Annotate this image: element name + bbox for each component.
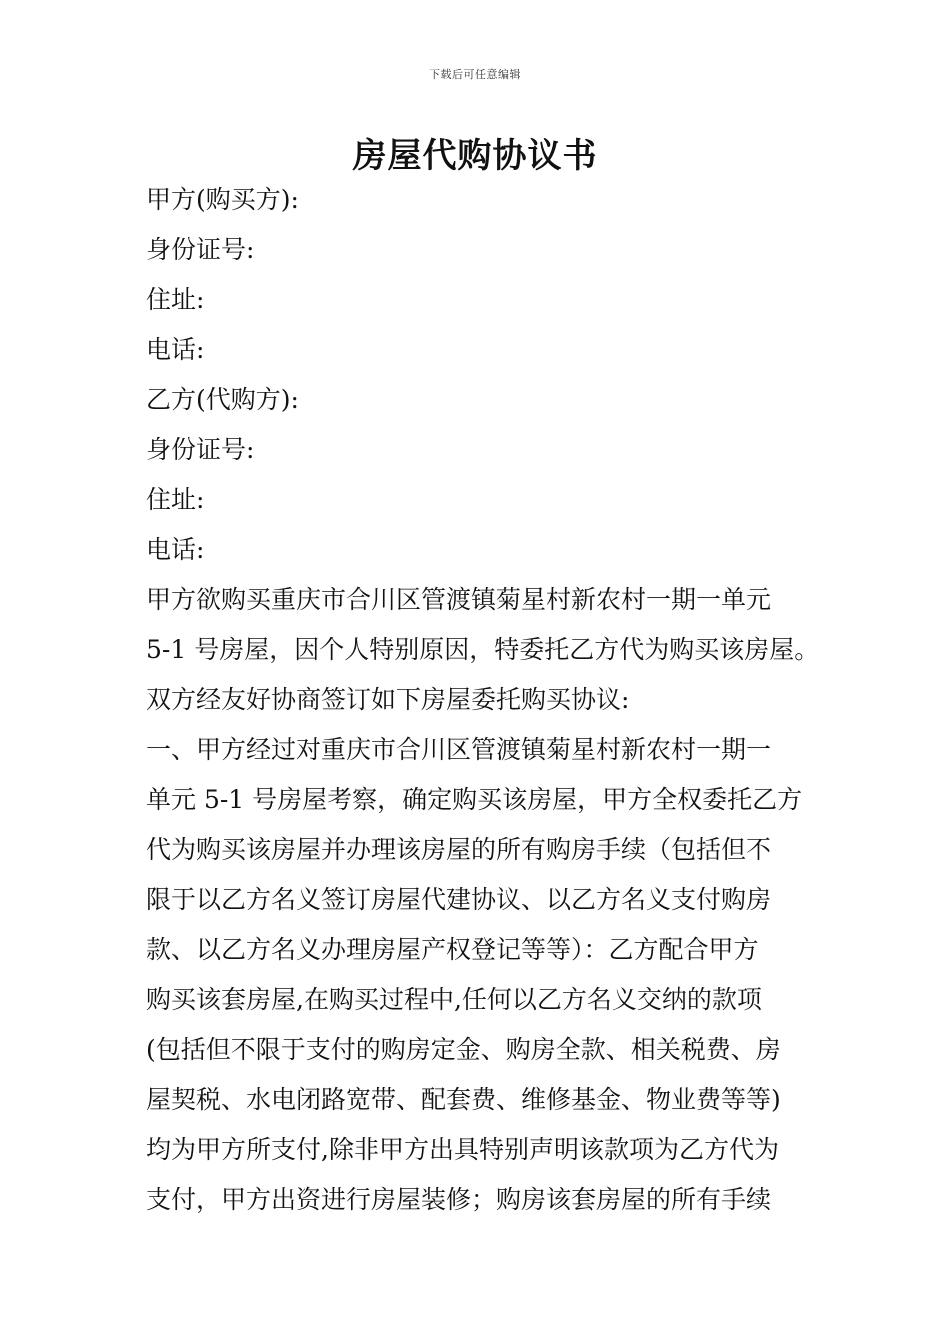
body-line: 购买该套房屋,在购买过程中,任何以乙方名义交纳的款项 [146, 985, 762, 1014]
party-b-phone-label: 电话: [146, 535, 205, 564]
party-a-name-label: 甲方(购买方): [146, 185, 299, 214]
body-line: (包括但不限于支付的购房定金、购房全款、相关税费、房 [146, 1035, 781, 1064]
header-note: 下载后可任意编辑 [429, 68, 521, 81]
document-body [146, 180, 826, 1230]
body-line: 单元 5-1 号房屋考察，确定购买该房屋，甲方全权委托乙方 [146, 785, 803, 814]
document-title: 房屋代购协议书 [352, 136, 598, 176]
body-line: 支付，甲方出资进行房屋装修；购房该套房屋的所有手续 [146, 1185, 772, 1214]
party-b-name-label: 乙方(代购方): [146, 385, 299, 414]
body-line: 限于以乙方名义签订房屋代建协议、以乙方名义支付购房 [146, 885, 772, 914]
body-line: 屋契税、水电闭路宽带、配套费、维修基金、物业费等等) [146, 1085, 781, 1114]
party-a-address-label: 住址: [146, 285, 205, 314]
body-line: 均为甲方所支付,除非甲方出具特别声明该款项为乙方代为 [146, 1135, 779, 1164]
body-line: 一、甲方经过对重庆市合川区管渡镇菊星村新农村一期一 [146, 735, 772, 764]
body-line: 5-1 号房屋，因个人特别原因，特委托乙方代为购买该房屋。 [146, 635, 820, 664]
party-a-id-label: 身份证号: [146, 235, 255, 264]
body-line: 双方经友好协商签订如下房屋委托购买协议: [146, 685, 630, 714]
party-b-address-label: 住址: [146, 485, 205, 514]
party-b-id-label: 身份证号: [146, 435, 255, 464]
body-line: 代为购买该房屋并办理该房屋的所有购房手续（包括但不 [146, 835, 772, 864]
body-line: 款、以乙方名义办理房屋产权登记等等）：乙方配合甲方 [146, 935, 759, 964]
party-a-phone-label: 电话: [146, 335, 205, 364]
body-line: 甲方欲购买重庆市合川区管渡镇菊星村新农村一期一单元 [146, 585, 772, 614]
